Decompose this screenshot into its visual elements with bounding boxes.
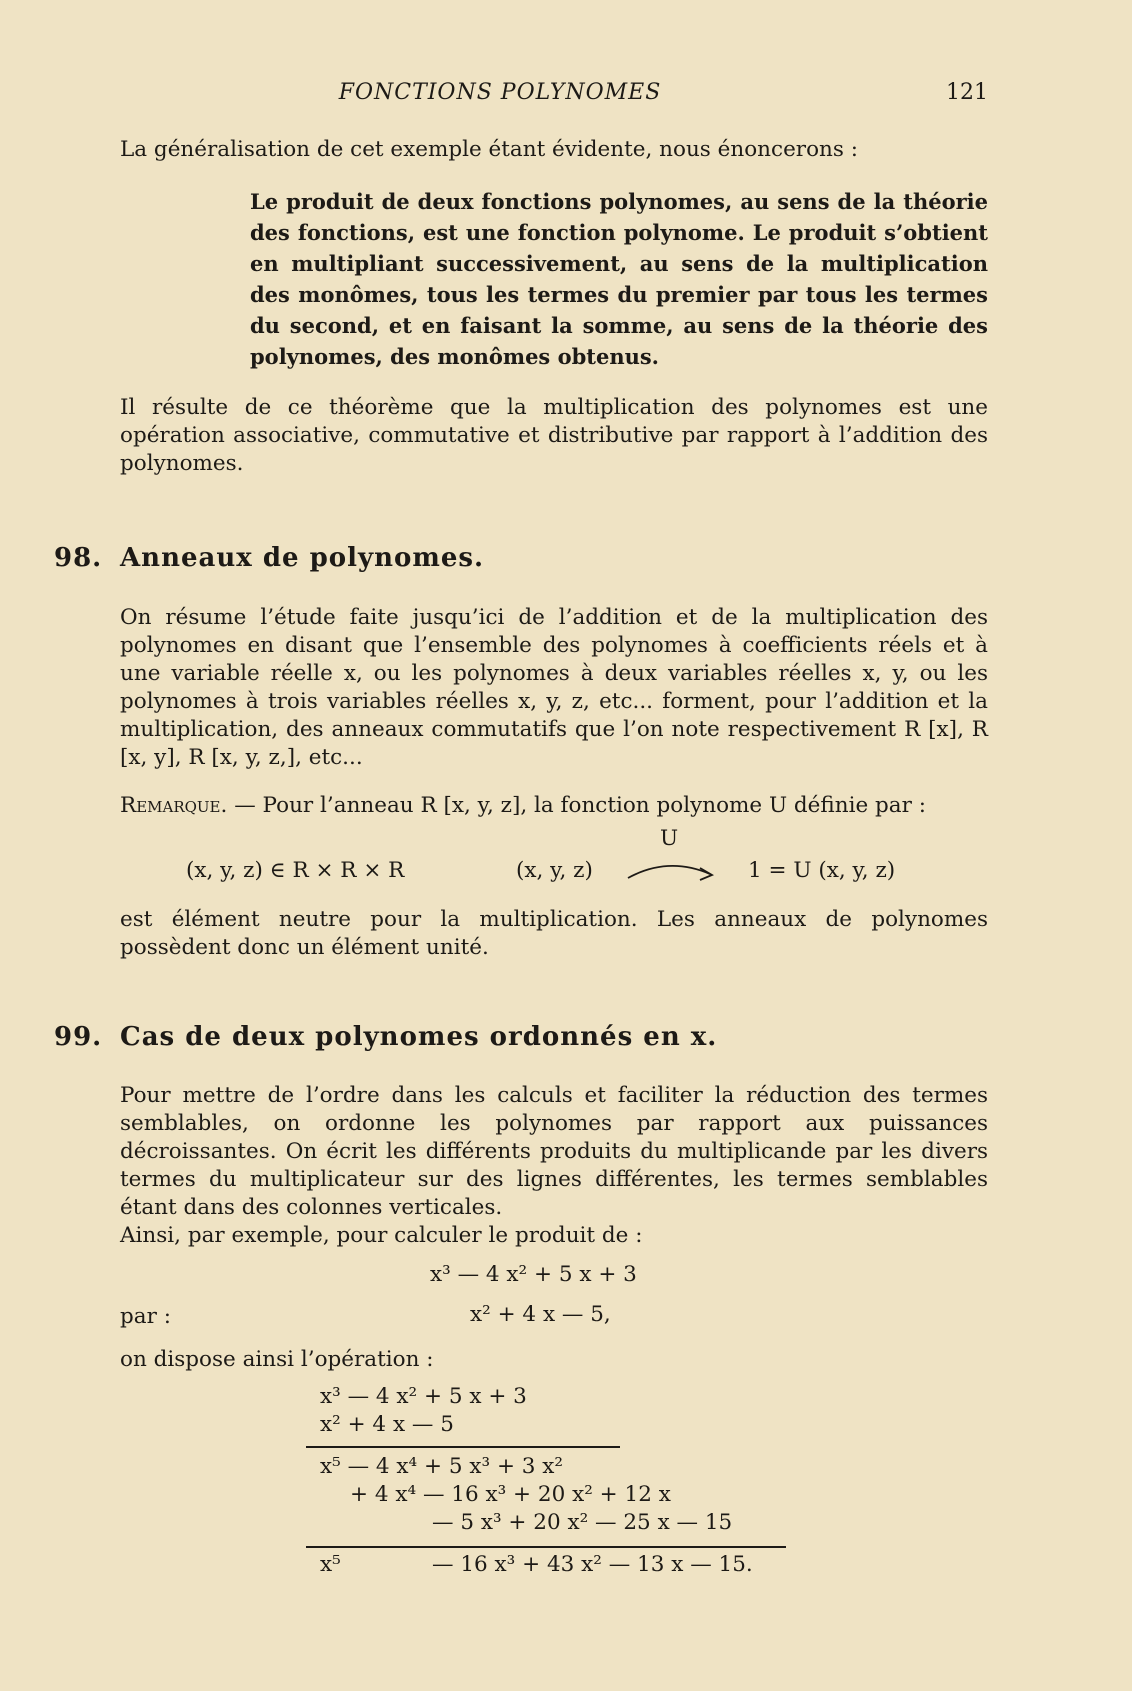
consequence-paragraph: Il résulte de ce théorème que la multiplication des polynomes est une opération associative, commutative et distributive par rapport à l’addition des polynomes. (120, 395, 988, 476)
map-source: (x, y, z) (516, 858, 593, 883)
remark-text: — Pour l’anneau R [x, y, z], la fonction polynome U définie par : (234, 793, 926, 818)
section-98-heading (54, 543, 484, 573)
section-98-conclusion: est élément neutre pour la multiplication. Les anneaux de polynomes possèdent donc un élément unité. (120, 907, 988, 960)
section-99-paragraph: Pour mettre de l’ordre dans les calculs et faciliter la réduction des termes semblables, on ordonne les polynomes par rapport aux puissances décroissantes. On écrit les différents produits du multiplicande par les divers termes du multiplicateur sur des lignes différentes, les termes semblables étant dans des colonnes verticales. (120, 1083, 988, 1220)
remark-label: Remarque. (120, 793, 228, 818)
remark-line (120, 792, 990, 820)
section-99-heading (54, 1022, 717, 1052)
operation-rule-2 (306, 1546, 786, 1548)
map-domain: (x, y, z) ∈ R × R × R (186, 858, 405, 883)
operation-multiplicand: x³ — 4 x² + 5 x + 3 (320, 1384, 527, 1409)
operation-partial-3: — 5 x³ + 20 x² — 25 x — 15 (432, 1510, 733, 1535)
operation-partial-2: + 4 x⁴ — 16 x³ + 20 x² + 12 x (350, 1482, 671, 1507)
theorem-block: Le produit de deux fonctions polynomes, au sens de la théorie des fonctions, est une fonction polynome. Le produit s’obtient en multipliant successivement, au sens de la multiplication des monômes, tous les termes du premier par tous les termes du second, et en faisant la somme, au sens de la théorie des polynomes, des monômes obtenus. (250, 189, 988, 369)
intro-paragraph: La généralisation de cet exemple étant évidente, nous énoncerons : (120, 137, 858, 162)
section-title: Anneaux de polynomes. (120, 543, 485, 573)
section-number: 98. (54, 543, 103, 573)
operation-multiplier: x² + 4 x — 5 (320, 1412, 454, 1437)
running-header: FONCTIONS POLYNOMES (338, 80, 662, 105)
operation-result-lead: x⁵ (320, 1552, 341, 1577)
map-label: U (660, 826, 679, 851)
par-label: par : (120, 1304, 171, 1329)
section-title: Cas de deux polynomes ordonnés en x. (120, 1022, 718, 1052)
mapping-arrow-icon (624, 852, 724, 884)
page-number: 121 (946, 80, 988, 105)
polynomial-multiplier: x² + 4 x — 5, (470, 1302, 611, 1327)
section-98-paragraph: On résume l’étude faite jusqu’ici de l’addition et de la multiplication des polynomes en disant que l’ensemble des polynomes à coefficients réels et à une variable réelle x, ou les polynomes à deux variables réelles x, y, ou les polynomes à trois variables réelles x, y, z, etc... forment, pour l’addition et la multiplication, des anneaux commutatifs que l’on note respectivement R [x], R [x, y], R [x, y, z,], etc... (120, 605, 988, 770)
operation-result: — 16 x³ + 43 x² — 13 x — 15. (432, 1552, 753, 1577)
map-target: 1 = U (x, y, z) (748, 858, 896, 883)
operation-partial-1: x⁵ — 4 x⁴ + 5 x³ + 3 x² (320, 1454, 564, 1479)
example-intro: Ainsi, par exemple, pour calculer le produit de : (120, 1223, 643, 1248)
dispose-line: on dispose ainsi l’opération : (120, 1347, 434, 1372)
section-number: 99. (54, 1022, 103, 1052)
operation-rule-1 (306, 1446, 620, 1448)
polynomial-multiplicand: x³ — 4 x² + 5 x + 3 (430, 1262, 637, 1287)
